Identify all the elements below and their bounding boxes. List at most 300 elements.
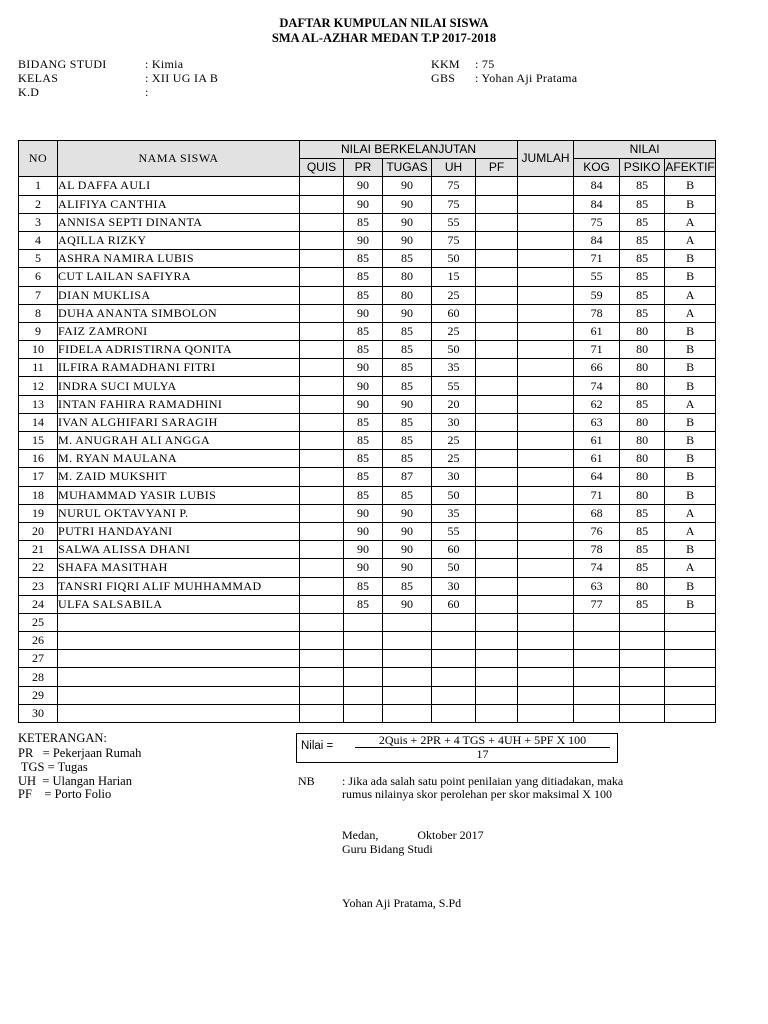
student-name-cell — [58, 668, 300, 686]
student-name-cell: IVAN ALGHIFARI SARAGIH — [58, 413, 300, 431]
student-name-cell — [58, 632, 300, 650]
kog-score-cell — [574, 613, 620, 631]
tugas-score-cell: 85 — [383, 486, 432, 504]
jumlah-score-cell — [518, 686, 574, 704]
pr-score-cell: 90 — [344, 559, 383, 577]
jumlah-score-cell — [518, 559, 574, 577]
tugas-score-cell — [383, 632, 432, 650]
tugas-score-cell: 90 — [383, 213, 432, 231]
uh-score-cell — [432, 704, 476, 722]
pr-score-cell: 90 — [344, 522, 383, 540]
student-name-cell: MUHAMMAD YASIR LUBIS — [58, 486, 300, 504]
psiko-score-cell: 80 — [620, 450, 665, 468]
header-jumlah: JUMLAH — [518, 141, 574, 177]
jumlah-score-cell — [518, 213, 574, 231]
pr-score-cell: 85 — [344, 286, 383, 304]
student-name-cell: ULFA SALSABILA — [58, 595, 300, 613]
pf-score-cell — [476, 650, 518, 668]
psiko-score-cell: 80 — [620, 359, 665, 377]
row-number-cell: 14 — [19, 413, 58, 431]
pf-score-cell — [476, 450, 518, 468]
kog-score-cell: 55 — [574, 268, 620, 286]
psiko-score-cell: 85 — [620, 231, 665, 249]
pr-score-cell: 85 — [344, 486, 383, 504]
tugas-score-cell: 90 — [383, 195, 432, 213]
table-row — [19, 522, 716, 540]
quis-score-cell — [300, 632, 344, 650]
kog-score-cell: 61 — [574, 450, 620, 468]
kog-score-cell: 68 — [574, 504, 620, 522]
quis-score-cell — [300, 704, 344, 722]
psiko-score-cell: 85 — [620, 595, 665, 613]
kog-score-cell — [574, 650, 620, 668]
row-number-cell: 23 — [19, 577, 58, 595]
kog-score-cell — [574, 632, 620, 650]
pf-score-cell — [476, 632, 518, 650]
table-row — [19, 595, 716, 613]
table-row — [19, 413, 716, 431]
afektif-grade-cell: B — [665, 359, 716, 377]
afektif-grade-cell: B — [665, 413, 716, 431]
pr-score-cell: 85 — [344, 450, 383, 468]
row-number-cell: 28 — [19, 668, 58, 686]
pr-score-cell: 90 — [344, 395, 383, 413]
psiko-score-cell: 85 — [620, 304, 665, 322]
uh-score-cell: 25 — [432, 322, 476, 340]
table-row — [19, 250, 716, 268]
tugas-score-cell — [383, 686, 432, 704]
table-row — [19, 304, 716, 322]
table-row — [19, 613, 716, 631]
pr-score-cell: 90 — [344, 304, 383, 322]
psiko-score-cell: 85 — [620, 268, 665, 286]
psiko-score-cell: 80 — [620, 577, 665, 595]
table-row — [19, 322, 716, 340]
kog-score-cell — [574, 704, 620, 722]
table-row — [19, 632, 716, 650]
kog-score-cell: 71 — [574, 486, 620, 504]
table-row — [19, 286, 716, 304]
psiko-score-cell — [620, 704, 665, 722]
kog-score-cell: 63 — [574, 413, 620, 431]
uh-score-cell: 35 — [432, 504, 476, 522]
table-row — [19, 359, 716, 377]
quis-score-cell — [300, 304, 344, 322]
bidang-label: BIDANG STUDI — [18, 57, 107, 71]
tugas-score-cell: 85 — [383, 577, 432, 595]
header-nilai-berkelanjutan: NILAI BERKELANJUTAN — [300, 141, 518, 159]
pf-score-cell — [476, 213, 518, 231]
uh-score-cell: 75 — [432, 195, 476, 213]
quis-score-cell — [300, 432, 344, 450]
tugas-score-cell — [383, 613, 432, 631]
pr-score-cell: 85 — [344, 322, 383, 340]
kog-score-cell: 61 — [574, 432, 620, 450]
pf-score-cell — [476, 286, 518, 304]
uh-score-cell: 35 — [432, 359, 476, 377]
psiko-score-cell: 85 — [620, 195, 665, 213]
uh-score-cell — [432, 632, 476, 650]
uh-score-cell: 30 — [432, 468, 476, 486]
uh-score-cell: 50 — [432, 250, 476, 268]
row-number-cell: 27 — [19, 650, 58, 668]
document-subtitle: SMA AL-AZHAR MEDAN T.P 2017-2018 — [271, 31, 497, 45]
row-number-cell: 24 — [19, 595, 58, 613]
psiko-score-cell: 85 — [620, 559, 665, 577]
quis-score-cell — [300, 522, 344, 540]
row-number-cell: 17 — [19, 468, 58, 486]
student-name-cell: AL DAFFA AULI — [58, 177, 300, 195]
jumlah-score-cell — [518, 395, 574, 413]
student-name-cell: SALWA ALISSA DHANI — [58, 541, 300, 559]
jumlah-score-cell — [518, 286, 574, 304]
pr-score-cell — [344, 613, 383, 631]
kog-score-cell: 59 — [574, 286, 620, 304]
row-number-cell: 3 — [19, 213, 58, 231]
table-row — [19, 213, 716, 231]
uh-score-cell: 55 — [432, 522, 476, 540]
signature-place-date: Medan, Oktober 2017 — [342, 828, 484, 842]
tugas-score-cell: 85 — [383, 377, 432, 395]
afektif-grade-cell: B — [665, 486, 716, 504]
quis-score-cell — [300, 322, 344, 340]
grades-table — [18, 140, 716, 723]
row-number-cell: 20 — [19, 522, 58, 540]
pf-score-cell — [476, 377, 518, 395]
pf-score-cell — [476, 268, 518, 286]
pr-score-cell — [344, 686, 383, 704]
kog-score-cell: 62 — [574, 395, 620, 413]
psiko-score-cell: 85 — [620, 395, 665, 413]
pf-score-cell — [476, 177, 518, 195]
kog-score-cell — [574, 668, 620, 686]
kog-score-cell: 71 — [574, 250, 620, 268]
gbs-value: : Yohan Aji Pratama — [475, 71, 578, 85]
pf-score-cell — [476, 486, 518, 504]
jumlah-score-cell — [518, 595, 574, 613]
pf-score-cell — [476, 395, 518, 413]
pf-score-cell — [476, 304, 518, 322]
jumlah-score-cell — [518, 341, 574, 359]
afektif-grade-cell: A — [665, 559, 716, 577]
jumlah-score-cell — [518, 322, 574, 340]
tugas-score-cell: 90 — [383, 522, 432, 540]
pr-score-cell: 85 — [344, 595, 383, 613]
uh-score-cell: 20 — [432, 395, 476, 413]
psiko-score-cell: 85 — [620, 286, 665, 304]
tugas-score-cell: 87 — [383, 468, 432, 486]
keterangan-tgs: TGS = Tugas — [18, 760, 88, 774]
afektif-grade-cell: A — [665, 504, 716, 522]
table-row — [19, 650, 716, 668]
nb-line1: : Jika ada salah satu point penilaian yang ditiadakan, maka — [342, 774, 624, 788]
student-name-cell: FAIZ ZAMRONI — [58, 322, 300, 340]
header-no: NO — [19, 141, 58, 177]
psiko-score-cell: 85 — [620, 541, 665, 559]
quis-score-cell — [300, 486, 344, 504]
student-name-cell: INDRA SUCI MULYA — [58, 377, 300, 395]
psiko-score-cell: 85 — [620, 250, 665, 268]
psiko-score-cell: 80 — [620, 377, 665, 395]
afektif-grade-cell: B — [665, 577, 716, 595]
table-row — [19, 668, 716, 686]
pr-score-cell: 90 — [344, 541, 383, 559]
row-number-cell: 2 — [19, 195, 58, 213]
row-number-cell: 12 — [19, 377, 58, 395]
pr-score-cell: 85 — [344, 468, 383, 486]
header-pf: PF — [476, 159, 518, 177]
pr-score-cell: 85 — [344, 250, 383, 268]
pf-score-cell — [476, 432, 518, 450]
row-number-cell: 29 — [19, 686, 58, 704]
table-row — [19, 704, 716, 722]
uh-score-cell: 50 — [432, 486, 476, 504]
pr-score-cell: 90 — [344, 359, 383, 377]
header-uh: UH — [432, 159, 476, 177]
table-row — [19, 559, 716, 577]
student-name-cell: CUT LAILAN SAFIYRA — [58, 268, 300, 286]
psiko-score-cell: 85 — [620, 213, 665, 231]
psiko-score-cell: 80 — [620, 341, 665, 359]
table-row — [19, 686, 716, 704]
tugas-score-cell: 90 — [383, 395, 432, 413]
pf-score-cell — [476, 522, 518, 540]
row-number-cell: 6 — [19, 268, 58, 286]
student-name-cell: ALIFIYA CANTHIA — [58, 195, 300, 213]
pf-score-cell — [476, 250, 518, 268]
uh-score-cell: 50 — [432, 341, 476, 359]
psiko-score-cell: 80 — [620, 432, 665, 450]
header-psiko: PSIKO — [620, 159, 665, 177]
student-name-cell — [58, 686, 300, 704]
uh-score-cell — [432, 650, 476, 668]
nb-line2: rumus nilainya skor perolehan per skor maksimal X 100 — [342, 787, 612, 801]
kelas-label: KELAS — [18, 71, 59, 85]
tugas-score-cell — [383, 668, 432, 686]
kd-label: K.D — [18, 85, 40, 99]
jumlah-score-cell — [518, 304, 574, 322]
psiko-score-cell: 80 — [620, 413, 665, 431]
afektif-grade-cell: A — [665, 395, 716, 413]
row-number-cell: 25 — [19, 613, 58, 631]
pf-score-cell — [476, 559, 518, 577]
jumlah-score-cell — [518, 231, 574, 249]
tugas-score-cell: 85 — [383, 450, 432, 468]
pf-score-cell — [476, 231, 518, 249]
table-row — [19, 486, 716, 504]
kog-score-cell: 75 — [574, 213, 620, 231]
table-row — [19, 577, 716, 595]
tugas-score-cell: 90 — [383, 177, 432, 195]
quis-score-cell — [300, 177, 344, 195]
uh-score-cell: 25 — [432, 432, 476, 450]
pr-score-cell — [344, 704, 383, 722]
pr-score-cell: 85 — [344, 268, 383, 286]
pf-score-cell — [476, 468, 518, 486]
formula-box — [296, 733, 618, 763]
jumlah-score-cell — [518, 632, 574, 650]
uh-score-cell — [432, 686, 476, 704]
tugas-score-cell: 90 — [383, 504, 432, 522]
afektif-grade-cell — [665, 704, 716, 722]
pf-score-cell — [476, 704, 518, 722]
kog-score-cell — [574, 686, 620, 704]
pf-score-cell — [476, 504, 518, 522]
kelas-value: : XII UG IA B — [145, 71, 219, 85]
pr-score-cell: 85 — [344, 213, 383, 231]
pr-score-cell: 90 — [344, 177, 383, 195]
jumlah-score-cell — [518, 468, 574, 486]
afektif-grade-cell: A — [665, 213, 716, 231]
tugas-score-cell: 85 — [383, 341, 432, 359]
table-row — [19, 432, 716, 450]
kd-value: : — [145, 85, 149, 99]
table-row — [19, 541, 716, 559]
psiko-score-cell: 85 — [620, 522, 665, 540]
psiko-score-cell: 85 — [620, 504, 665, 522]
table-row — [19, 450, 716, 468]
pr-score-cell: 90 — [344, 231, 383, 249]
jumlah-score-cell — [518, 177, 574, 195]
table-row — [19, 195, 716, 213]
jumlah-score-cell — [518, 359, 574, 377]
afektif-grade-cell: A — [665, 522, 716, 540]
quis-score-cell — [300, 577, 344, 595]
afektif-grade-cell — [665, 668, 716, 686]
tugas-score-cell: 85 — [383, 359, 432, 377]
tugas-score-cell: 85 — [383, 413, 432, 431]
student-name-cell: ANNISA SEPTI DINANTA — [58, 213, 300, 231]
afektif-grade-cell: B — [665, 250, 716, 268]
uh-score-cell: 75 — [432, 177, 476, 195]
row-number-cell: 22 — [19, 559, 58, 577]
row-number-cell: 16 — [19, 450, 58, 468]
jumlah-score-cell — [518, 195, 574, 213]
uh-score-cell: 25 — [432, 450, 476, 468]
row-number-cell: 10 — [19, 341, 58, 359]
uh-score-cell: 30 — [432, 413, 476, 431]
quis-score-cell — [300, 613, 344, 631]
uh-score-cell: 55 — [432, 213, 476, 231]
jumlah-score-cell — [518, 486, 574, 504]
psiko-score-cell: 80 — [620, 322, 665, 340]
row-number-cell: 13 — [19, 395, 58, 413]
header-nilai: NILAI — [574, 141, 716, 159]
tugas-score-cell: 90 — [383, 304, 432, 322]
jumlah-score-cell — [518, 450, 574, 468]
afektif-grade-cell: B — [665, 377, 716, 395]
student-name-cell: FIDELA ADRISTIRNA QONITA — [58, 341, 300, 359]
row-number-cell: 8 — [19, 304, 58, 322]
pr-score-cell: 85 — [344, 432, 383, 450]
afektif-grade-cell — [665, 650, 716, 668]
afektif-grade-cell: A — [665, 304, 716, 322]
afektif-grade-cell: B — [665, 322, 716, 340]
kog-score-cell: 78 — [574, 541, 620, 559]
tugas-score-cell: 85 — [383, 432, 432, 450]
quis-score-cell — [300, 213, 344, 231]
pr-score-cell — [344, 632, 383, 650]
kog-score-cell: 74 — [574, 377, 620, 395]
tugas-score-cell: 90 — [383, 559, 432, 577]
gbs-label: GBS — [431, 71, 456, 85]
kog-score-cell: 78 — [574, 304, 620, 322]
student-name-cell: PUTRI HANDAYANI — [58, 522, 300, 540]
tugas-score-cell — [383, 650, 432, 668]
afektif-grade-cell — [665, 686, 716, 704]
psiko-score-cell — [620, 668, 665, 686]
student-name-cell: SHAFA MASITHAH — [58, 559, 300, 577]
tugas-score-cell: 90 — [383, 595, 432, 613]
pf-score-cell — [476, 595, 518, 613]
psiko-score-cell — [620, 686, 665, 704]
tugas-score-cell: 90 — [383, 541, 432, 559]
keterangan-pf: PF = Porto Folio — [18, 787, 112, 801]
uh-score-cell: 60 — [432, 595, 476, 613]
psiko-score-cell — [620, 632, 665, 650]
jumlah-score-cell — [518, 704, 574, 722]
pf-score-cell — [476, 322, 518, 340]
tugas-score-cell: 80 — [383, 286, 432, 304]
quis-score-cell — [300, 195, 344, 213]
quis-score-cell — [300, 250, 344, 268]
nb-label: NB — [298, 774, 315, 788]
pr-score-cell: 90 — [344, 377, 383, 395]
pf-score-cell — [476, 541, 518, 559]
quis-score-cell — [300, 413, 344, 431]
student-name-cell — [58, 704, 300, 722]
keterangan-title: KETERANGAN: — [18, 731, 107, 745]
row-number-cell: 26 — [19, 632, 58, 650]
uh-score-cell: 75 — [432, 231, 476, 249]
kog-score-cell: 84 — [574, 195, 620, 213]
student-name-cell: TANSRI FIQRI ALIF MUHHAMMAD — [58, 577, 300, 595]
uh-score-cell — [432, 668, 476, 686]
pf-score-cell — [476, 577, 518, 595]
uh-score-cell: 55 — [432, 377, 476, 395]
keterangan-pr: PR = Pekerjaan Rumah — [18, 746, 142, 760]
psiko-score-cell: 85 — [620, 177, 665, 195]
table-row — [19, 268, 716, 286]
header-afektif: AFEKTIF — [665, 159, 716, 177]
formula-numerator: 2Quis + 2PR + 4 TGS + 4UH + 5PF X 100 — [355, 734, 610, 748]
quis-score-cell — [300, 395, 344, 413]
jumlah-score-cell — [518, 504, 574, 522]
uh-score-cell: 25 — [432, 286, 476, 304]
student-name-cell: INTAN FAHIRA RAMADHINI — [58, 395, 300, 413]
table-row — [19, 341, 716, 359]
row-number-cell: 15 — [19, 432, 58, 450]
jumlah-score-cell — [518, 250, 574, 268]
psiko-score-cell: 80 — [620, 486, 665, 504]
student-name-cell: DIAN MUKLISA — [58, 286, 300, 304]
afektif-grade-cell: B — [665, 177, 716, 195]
student-name-cell — [58, 613, 300, 631]
afektif-grade-cell: B — [665, 268, 716, 286]
psiko-score-cell — [620, 650, 665, 668]
jumlah-score-cell — [518, 268, 574, 286]
pr-score-cell — [344, 668, 383, 686]
student-name-cell: NURUL OKTAVYANI P. — [58, 504, 300, 522]
pf-score-cell — [476, 413, 518, 431]
kog-score-cell: 71 — [574, 341, 620, 359]
quis-score-cell — [300, 541, 344, 559]
jumlah-score-cell — [518, 377, 574, 395]
kog-score-cell: 63 — [574, 577, 620, 595]
header-tugas: TUGAS — [383, 159, 432, 177]
quis-score-cell — [300, 504, 344, 522]
pf-score-cell — [476, 341, 518, 359]
